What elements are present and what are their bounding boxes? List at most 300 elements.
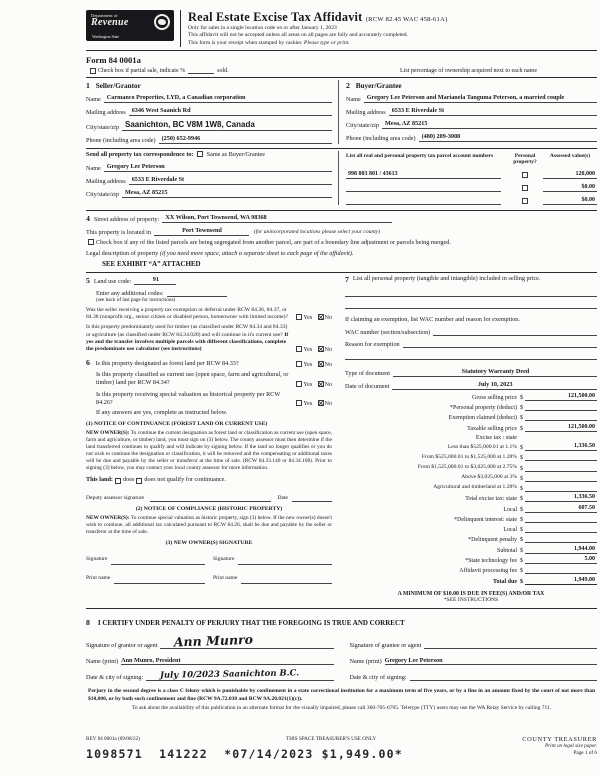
no-label: No [324,315,332,322]
forest-land-question-text [86,358,292,368]
parcel-row [346,171,597,179]
does-checkbox[interactable] [115,478,121,484]
buyer-phone-row [346,133,597,142]
seller-name-field[interactable]: Carmanco Properties, LYD, a Canadian corporation [104,94,332,103]
buyer-city-label: City/state/zip [346,121,379,129]
yes-checkbox[interactable] [296,346,302,352]
grantee-printname-group [350,656,598,665]
correspondence-parcels-section [86,148,597,205]
personal-property-checkbox[interactable] [522,198,528,204]
yes-checkbox[interactable] [296,314,302,320]
dollar-sign: $ [520,425,523,432]
grantee-signature-line[interactable] [424,640,597,649]
money-field[interactable]: 121,500.00 [525,424,597,432]
segregated-label: Check box if any of the listed parcels are being segregated from another parcel, are part of a boundary line adjustment or parcels being merged. [96,238,451,246]
does-label: does [123,475,135,483]
section-7-number: 7 [345,275,349,285]
if-yes-note: If any answers are yes, complete as instructed below. [96,408,228,416]
section-1-number: 1 [86,80,90,90]
date-of-document-row [345,381,597,390]
yes-no-group [292,381,332,388]
dollar-sign: $ [520,558,523,565]
current-use-question-text: Is this property classified as current use (open space, farm and agricultural, or timber) land per RCW 84.34? [96,371,289,387]
money-field[interactable]: 607.50 [525,505,597,513]
money-label: *Personal property (deduct) [450,405,517,412]
tax-detail-section [86,272,597,603]
money-field[interactable] [525,464,597,472]
notice-compliance-title: (2) NOTICE OF COMPLIANCE (HISTORIC PROPERTY) [135,505,283,512]
notice-continuance-title: (1) NOTICE OF CONTINUANCE (FOREST LAND OR CURRENT USE) [86,420,268,427]
dollar-sign: $ [520,405,523,412]
grantor-datecity-group [86,668,334,682]
seller-phone-row [86,135,332,144]
parcel-col-assessed: Assessed value(s) [549,152,591,159]
timber-question-text [86,324,292,353]
section-6-number: 6 [86,358,90,368]
additional-codes-field[interactable] [167,289,227,297]
logo-washington-state: Washington State [92,34,120,39]
money-label: Gross selling price [472,394,517,401]
money-label: From $525,000.01 to $1,525,000 at 1.28% [421,454,517,461]
yes-checkbox[interactable] [296,400,302,406]
money-field[interactable] [525,516,597,524]
owner-printname-line[interactable] [114,575,205,584]
deputy-assessor-row [86,493,332,502]
seller-name-row [86,94,332,103]
money-label: Less than $525,000.01 at 1.1% [447,444,517,451]
owner-signature-line[interactable] [111,556,205,565]
form-header [86,10,597,51]
money-field[interactable] [525,414,597,422]
grantee-datecity-line[interactable] [410,672,597,681]
reason-exemption-field[interactable] [403,340,597,348]
print-name-label: Print name [213,574,238,581]
located-in-field[interactable]: Port Townsend [154,227,249,236]
money-row [345,567,597,575]
yes-no-group [292,314,332,321]
grantee-printname-field[interactable]: Gregory Lee Peterson [385,656,597,665]
type-of-document-label: Type of document [345,370,390,378]
section-2-number: 2 [346,80,350,90]
money-label: Affidavit processing fee [459,568,517,575]
street-address-row [86,214,597,223]
correspondence-city-label: City/state/zip [86,190,119,198]
notice-continuance-body: To continue the current designation as forest land or classification as current use (open space, farm and agriculture, or timber) land, you must sign on (3) below. The county assessor must then determine if the land transferred continues to qualify and will indicate by signing below. If the land no longer qualifies or you do not wish to continue the designation or classification, it will be removed and the compensating or additional taxes will be due and payable by the seller or transferor at the time of sale. (RCW 84.33.140 or 84.34.108). Prior to signing (3) below, you may contact your local county assessor for more information. [86,429,333,471]
seller-buyer-section [86,77,597,144]
money-label: Total excise tax: state [465,496,517,503]
assessed-value-field[interactable]: 120,000 [543,171,597,179]
grantor-printname-label: Name (print) [86,658,119,666]
dollar-sign: $ [520,527,523,534]
exemption-note: If claiming an exemption, list WAC number and reason for exemption. [345,316,520,324]
money-field[interactable] [525,536,597,544]
money-row [345,454,597,462]
parcel-account-field[interactable]: 998 803 801 / 43613 [346,171,501,179]
segregated-checkbox[interactable] [88,239,94,245]
money-row [345,516,597,524]
grantor-printname-field[interactable]: Ann Munro, President [121,656,333,665]
excise-tax-heading: Excise tax : state [475,434,517,441]
total-due-field[interactable]: 1,949.00 [525,577,597,585]
reason-exemption-row [345,340,597,348]
deputy-assessor-label: Deputy assessor signature [86,494,145,501]
grantor-printname-group [86,656,334,665]
minimum-due-note: A MINIMUM OF $10.00 IS DUE IN FEE(S) AND/OR TAX [397,591,545,598]
seller-column [86,80,338,144]
logo-revenue: Revenue [91,17,129,28]
exemption-question-text: Was the seller receiving a property tax exemption or deferral under RCW 84.36, 84.37, or 84.38 (nonprofit org., senior citizen or disabled person, homeowner with limited income)? [86,306,289,320]
forest-land-question-main: Is this property designated as forest land per RCW 84.33? [95,360,239,368]
legal-description-note: (if you need more space, attach a separate sheet to each page of the affidavit). [159,250,354,258]
deputy-date-label: Date [277,494,288,501]
header-note-3-text: This form is your receipt when stamped by cashier. [188,39,303,46]
exemption-question-row [86,307,332,322]
notice-continuance-text [86,430,332,472]
no-label: No [324,347,332,354]
dollar-sign: $ [520,568,523,575]
money-row [345,404,597,412]
historic-question-text: Is this property receiving special valuation as historical property per RCW 84.26? [96,390,281,406]
affidavit-form [86,10,597,713]
seller-city-row [86,120,332,131]
dollar-sign: $ [520,455,523,462]
stamp-row [86,743,597,761]
dollar-sign: $ [520,415,523,422]
total-due-row [345,577,597,585]
segregated-row [86,239,597,247]
grantor-datecity-script: July 10/2023 Saanichton B.C. [159,668,300,681]
notice-compliance-lead: NEW OWNER(S): [86,514,130,521]
state-seal-icon [154,14,170,30]
parcel-account-field[interactable] [346,197,501,205]
parcel-col-accounts: List all real and personal property tax parcel account numbers [346,152,494,159]
dollar-sign: $ [520,579,523,586]
form-title-rcw: (RCW 82.45 WAC 458-61A) [365,16,448,23]
signature-row-1 [86,631,597,650]
reason-exemption-line[interactable] [345,350,597,360]
yes-no-group [292,361,332,368]
signature-label: Signature [86,555,108,562]
dollar-sign: $ [520,547,523,554]
located-in-note: (for unincorporated locations please select your county) [253,228,381,235]
parcel-table-header [346,153,597,166]
dollar-sign: $ [520,394,523,401]
money-label: Agricultural and timberland at 1.28% [433,484,517,491]
grantor-datecity-label: Date & city of signing: [86,674,144,682]
owner-signature-row [86,556,332,565]
additional-codes-row [86,289,332,297]
parcel-col-personal: Personal property? [513,152,537,166]
buyer-mailing-row [346,107,597,116]
correspondence-city-row [86,189,332,198]
correspondence-name-row [86,163,332,172]
footer-row [86,736,597,743]
date-of-document-field[interactable]: July 10, 2023 [392,381,597,390]
owner-signature-line[interactable] [238,556,332,565]
money-field[interactable] [525,526,597,534]
money-label: Above $3,025,000 at 3% [461,474,517,481]
correspondence-city-field[interactable]: Mesa, AZ 85215 [122,189,332,198]
type-of-document-field[interactable]: Statutory Warranty Deed [393,368,597,377]
street-address-field[interactable]: XX Wilson, Port Townsend, WA 98368 [162,214,392,223]
new-owner-signature-title: (3) NEW OWNER(S) SIGNATURE [165,539,253,546]
page-number: Page 1 of 6 [573,749,597,756]
money-row [345,464,597,472]
date-of-document-label: Date of document [345,383,390,391]
wac-number-row [345,328,597,336]
property-section [86,210,597,269]
land-use-code-field[interactable]: 91 [134,276,176,285]
personal-property-line[interactable] [345,287,597,297]
this-land-label: This land: [86,475,113,483]
dollar-sign: $ [520,506,523,513]
current-use-question-row [86,371,332,387]
deputy-date-line[interactable] [292,493,332,502]
money-row [345,546,597,554]
seller-city-field[interactable]: Saanichton, BC V8M 1W8, Canada [122,120,332,131]
wac-number-label: WAC number (section/subsection) [345,329,431,337]
page-title [188,10,597,25]
type-of-document-row [345,368,597,377]
parcel-table [338,151,597,205]
personal-property-checkbox[interactable] [522,185,528,191]
yes-label: Yes [303,381,313,388]
notice-compliance-text [86,515,332,536]
treasurer-stamp: 1098571 141222 *07/14/2023 $1,949.00* [86,747,403,761]
yes-label: Yes [303,315,313,322]
money-label: Taxable selling price [467,425,517,432]
land-use-code-row [86,276,332,285]
no-checkbox-checked[interactable] [318,314,324,320]
money-label: Exemption claimed (deduct) [448,415,517,422]
no-label: No [324,381,332,388]
ownership-note: List percentage of ownership acquired next to each name [400,67,537,74]
title-block [180,10,597,47]
timber-question-row [86,324,332,353]
money-label: *Delinquent interest: state [454,517,517,524]
money-label: From $1,525,000.01 to $3,025,000 at 2.75% [417,464,517,471]
seller-phone-label: Phone (including area code) [86,136,156,144]
legal-description-value[interactable]: SEE EXHIBIT “A” ATTACHED [102,260,201,269]
print-note: Print on legal size paper. [544,743,597,749]
owner-printname-line[interactable] [241,575,332,584]
additional-codes-label: Enter any additional codes: [96,290,164,298]
alternate-format-note: To ask about the availability of this publication in an alternate format for the visually impaired, please call 360-705-6705. Teletype (TTY) users may use the WA Relay Service by calling 711. [131,705,552,712]
grantee-printname-label: Name (print) [349,658,382,666]
yes-label: Yes [303,347,313,354]
perjury-statement: Perjury in the second degree is a class C felony which is punishable by confinement in a state correctional institution for a maximum term of five years, or by a fine in an amount fixed by the court of not more than $10,000, or by both such confinement and fine (RCW 9A.72.030 and RCW 9A.20.021(1)(c)). [88,688,595,702]
does-not-label: does not qualify for continuance. [144,475,226,483]
logo-department-of: Department of [91,13,118,18]
money-row [345,526,597,534]
seller-mailing-row [86,107,332,116]
legal-description-row [86,250,597,258]
date-city-row [86,668,597,682]
money-row [345,556,597,564]
forest-land-question-row [86,358,332,368]
owner-printname-row [86,575,332,584]
street-address-label: Street address of property: [93,215,160,223]
correspondence-name-field[interactable]: Gregory Lee Peterson [104,163,332,172]
buyer-phone-field[interactable]: (480) 209-3008 [419,133,597,142]
no-checkbox-checked[interactable] [318,400,324,406]
yes-checkbox[interactable] [296,361,302,367]
grantor-signature-line[interactable] [160,631,333,650]
form-title-text: Real Estate Excise Tax Affidavit [188,10,363,24]
form-number: Form 84 0001a [86,54,141,65]
dollar-sign: $ [520,537,523,544]
total-due-label: Total due [493,579,517,586]
yes-label: Yes [303,400,313,407]
money-row [345,443,597,451]
partial-sale-percent-field[interactable] [188,73,214,74]
seller-name-label: Name [86,95,101,103]
personal-property-line[interactable] [345,299,597,309]
money-row [345,414,597,422]
money-field[interactable]: 5.00 [525,556,597,564]
grantee-datecity-label: Date & city of signing: [349,674,407,682]
land-use-code-label: Land use code: [93,278,132,286]
money-row [345,474,597,482]
grantee-signature-label: Signature of grantee or agent [349,642,422,650]
correspondence-heading [86,151,332,159]
money-label: Local [503,506,517,513]
see-instructions-note: *SEE INSTRUCTIONS [443,597,499,604]
correspondence-label: Send all property tax correspondence to: [86,150,194,158]
section-8-number: 8 [86,618,90,628]
buyer-title: Buyer/Grantee [355,81,402,90]
no-checkbox-checked[interactable] [318,381,324,387]
legal-description-label: Legal description of property [86,250,159,258]
located-in-row [86,227,597,236]
page-info [545,743,597,761]
yes-label: Yes [303,362,313,369]
buyer-name-field[interactable]: Gregory Lee Peterson and Marianela Tanguma Peterson, a married couple [364,94,597,103]
assessed-value-field[interactable]: $0.00 [543,184,597,192]
header-note-3-italic: Please type or print. [303,39,350,46]
wac-number-field[interactable] [433,328,597,336]
dollar-sign: $ [520,445,523,452]
correspondence-column [86,151,338,205]
assessed-value-field[interactable]: $0.00 [543,197,597,205]
parcel-account-field[interactable] [346,184,501,192]
section-4-number: 4 [86,213,90,223]
buyer-city-field[interactable]: Mesa, AZ 85215 [382,120,597,129]
partial-sale-row [88,68,597,74]
buyer-mailing-field[interactable]: 6533 E Riverdale St [389,107,597,116]
no-checkbox-checked[interactable] [318,346,324,352]
dollar-sign: $ [520,496,523,503]
money-field[interactable]: 1,336.50 [525,494,597,502]
treasurer-space-label: THIS SPACE TREASURER'S USE ONLY [286,736,377,742]
certification-title: I CERTIFY UNDER PENALTY OF PERJURY THAT THE FOREGOING IS TRUE AND CORRECT [97,619,405,628]
deputy-signature-line[interactable] [150,493,271,502]
buyer-heading [346,81,597,90]
land-qualify-row [86,476,332,484]
historic-question-row [86,391,332,407]
money-row [345,505,597,513]
partial-sold-label: sold. [217,67,229,74]
reason-exemption-label: Reason for exemption [345,341,400,349]
money-field[interactable]: 121,500.00 [525,393,597,401]
correspondence-mailing-label: Mailing address [86,177,126,185]
certification-heading [86,612,597,630]
located-in-label: This property is located in [86,228,151,236]
money-field[interactable] [525,567,597,575]
dollar-sign: $ [520,517,523,524]
printname-row [86,656,597,665]
money-row [345,494,597,502]
personal-property-intro [345,275,597,285]
timber-question-main: Is this property predominantly used for timber (as classified under RCW 84.34 and 84.33) or agriculture (as classified under RCW 84.34.020) and will continue in it's current use? [86,324,288,338]
same-as-buyer-checkbox[interactable] [197,151,203,157]
money-field[interactable] [525,484,597,492]
buyer-city-row [346,120,597,129]
parcel-row [346,197,597,205]
grantor-signature-script: Ann Munro [174,631,254,650]
treasurer-footer [86,736,597,761]
seller-mailing-field[interactable]: 6346 West Saanich Rd [129,107,332,116]
parcel-row [346,184,597,192]
personal-property-checkbox[interactable] [522,172,528,178]
county-treasurer-label: COUNTY TREASURER [522,736,597,743]
money-field[interactable] [525,404,597,412]
dollar-sign: $ [520,485,523,492]
certification-section [86,608,597,681]
money-row [345,393,597,401]
partial-sale-checkbox[interactable] [90,68,96,74]
seller-mailing-label: Mailing address [86,108,126,116]
does-not-checkbox[interactable] [136,478,142,484]
timber-question-bold: If yes and the transfer involves multiple parcels with different classifications, complete the predominate use calculator (see instructions) [86,331,289,353]
no-label: No [324,362,332,369]
signature-label: Signature [213,555,235,562]
dor-logo [86,10,174,41]
seller-title: Seller/Grantor [95,81,141,90]
grantor-signature-group [86,631,334,650]
money-label: *Delinquent penalty [468,537,517,544]
money-row [345,536,597,544]
buyer-phone-label: Phone (including area code) [346,134,416,142]
grantee-signature-group [350,637,598,649]
yes-checkbox[interactable] [296,381,302,387]
grantor-signature-label: Signature of grantor or agent [86,642,158,650]
buyer-name-row [346,94,597,103]
money-field[interactable]: 1,336.50 [525,443,597,451]
no-checkbox-checked[interactable] [318,361,324,367]
money-label: Subtotal [496,547,517,554]
buyer-name-label: Name [346,95,361,103]
correspondence-mailing-field[interactable]: 6533 E Riverdale St [129,176,332,185]
money-field[interactable] [525,454,597,462]
money-label: *State technology fee [465,558,517,565]
header-note-3 [188,40,597,47]
grantor-datecity-line[interactable] [146,668,333,681]
print-name-label: Print name [86,574,111,581]
money-field[interactable]: 1,944.00 [525,546,597,554]
no-label: No [324,400,332,407]
money-field[interactable] [525,474,597,482]
section-5-number: 5 [86,276,90,286]
personal-property-text: List all personal property (tangible and intangible) included in selling price. [352,275,541,283]
money-row [345,484,597,492]
land-use-column [86,275,338,603]
seller-phone-field[interactable]: (250) 652-9946 [159,135,332,144]
partial-sale-label: Check box if partial sale, indicate % [98,67,186,74]
correspondence-mailing-row [86,176,332,185]
notice-continuance-lead: NEW OWNER(S): [86,429,130,436]
dollar-sign: $ [520,465,523,472]
